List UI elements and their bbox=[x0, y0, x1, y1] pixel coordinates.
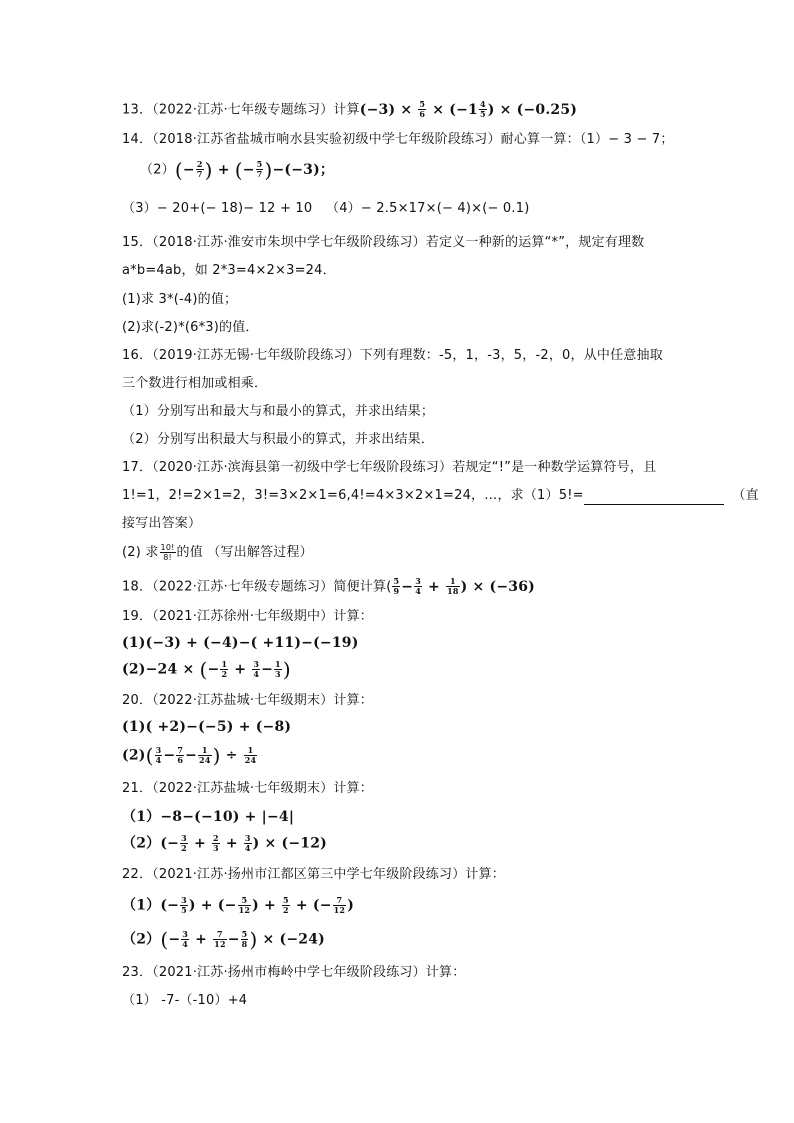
question-13-text: 13．（2022·江苏·七年级专题练习）计算 bbox=[122, 102, 360, 118]
question-17-line3: 接写出答案） bbox=[122, 516, 202, 531]
question-20-part1: (1)( +2)−(−5) + (−8) bbox=[122, 719, 292, 735]
question-19-part1: (1)(−3) + (−4)−( +11)−(−19) bbox=[122, 635, 359, 651]
question-21-part2: （2）(− $\frac{3}{2}$ + $\frac{2}{3}$ + $\frac{3}{4}$ ) × (−12) bbox=[122, 833, 328, 853]
question-14: 14．（2018·江苏省盐城市响水县实验初级中学七年级阶段练习）耐心算一算：（1）− 3 − 7； bbox=[122, 132, 674, 147]
answer-blank[interactable] bbox=[584, 490, 724, 505]
question-16-part2: （2）分别写出积最大与积最小的算式，并求出结果． bbox=[122, 432, 435, 447]
question-16: 16．（2019·江苏无锡·七年级阶段练习）下列有理数：-5，1，-3，5，-2，0，从中任意抽取 bbox=[122, 348, 663, 363]
question-21-part1: （1）−8−(−10) + |−4| bbox=[122, 809, 295, 825]
question-15-part2: (2)求(-2)*(6*3)的值． bbox=[122, 320, 259, 335]
question-17: 17．（2020·江苏·滨海县第一初级中学七年级阶段练习）若规定“!”是一种数学运算符号，且 bbox=[122, 460, 657, 475]
question-22: 22．（2021·江苏·扬州市江都区第三中学七年级阶段练习）计算： bbox=[122, 867, 505, 882]
question-22-part1: （1）(− $\frac{3}{5}$ ) + (− $\frac{5}{12}$ ) + $\frac{5}{2}$ + (− $\frac{7}{12}$ ) bbox=[122, 895, 355, 915]
question-15-part1: (1)求 3*(-4)的值； bbox=[122, 292, 238, 307]
question-16-line2: 三个数进行相加或相乘． bbox=[122, 376, 268, 391]
question-20-part2: (2)( $\frac{3}{4}$ − $\frac{7}{6}$ − $\frac{1}{24}$ ) ÷ $\frac{1}{24}$ bbox=[122, 743, 257, 768]
question-15: 15．（2018·江苏·淮安市朱坝中学七年级阶段练习）若定义一种新的运算“*”，规定有理数 bbox=[122, 235, 645, 250]
question-21: 21．（2022·江苏盐城·七年级期末）计算： bbox=[122, 781, 373, 796]
question-20: 20．（2022·江苏盐城·七年级期末）计算： bbox=[122, 693, 373, 708]
question-19-part2: (2)−24 × (− $\frac{1}{2}$ + $\frac{3}{4}$ − $\frac{1}{3}$ ) bbox=[122, 657, 291, 682]
question-16-part1: （1）分别写出和最大与和最小的算式，并求出结果； bbox=[122, 404, 435, 419]
question-15-line2: a*b=4ab，如 2*3=4×2×3=24． bbox=[122, 263, 336, 278]
question-23-part1: （1） -7-（-10）+4 bbox=[122, 993, 248, 1008]
question-17-line2: 1!=1，2!=2×1=2，3!=3×2×1=6,4!=4×3×2×1=24，…，求（1）5!= （直 bbox=[122, 488, 759, 503]
question-14-part3: （3）− 20+(− 18)− 12 + 10 bbox=[122, 201, 313, 216]
question-13: 13．（2022·江苏·七年级专题练习）计算(−3) × $\frac{5}{6}$ × (−1 $\frac{4}{5}$ ) × (−0.25) bbox=[122, 99, 578, 119]
question-19: 19．（2021·江苏徐州·七年级期中）计算： bbox=[122, 609, 373, 624]
question-18: 18．（2022·江苏·七年级专题练习）简便计算( $\frac{5}{9}$ − $\frac{3}{4}$ + $\frac{1}{18}$ ) × (−36) bbox=[122, 576, 535, 596]
question-14-part2: （2）(− $\frac{2}{7}$ ) + (− $\frac{5}{7}$ )−(−3)； bbox=[140, 157, 335, 182]
fraction: $\frac{5}{6}$ bbox=[419, 99, 426, 119]
question-17-part2: (2) 求 $\frac{10!}{8!}$ 的值 （写出解答过程） bbox=[122, 543, 313, 562]
question-22-part2: （2）(− $\frac{3}{4}$ + $\frac{7}{12}$ − $\frac{5}{8}$ ) × (−24) bbox=[122, 927, 325, 952]
question-14-part4: （4）− 2.5×17×(− 4)×(− 0.1) bbox=[326, 201, 530, 216]
question-23: 23．（2021·江苏·扬州市梅岭中学七年级阶段练习）计算： bbox=[122, 965, 466, 980]
